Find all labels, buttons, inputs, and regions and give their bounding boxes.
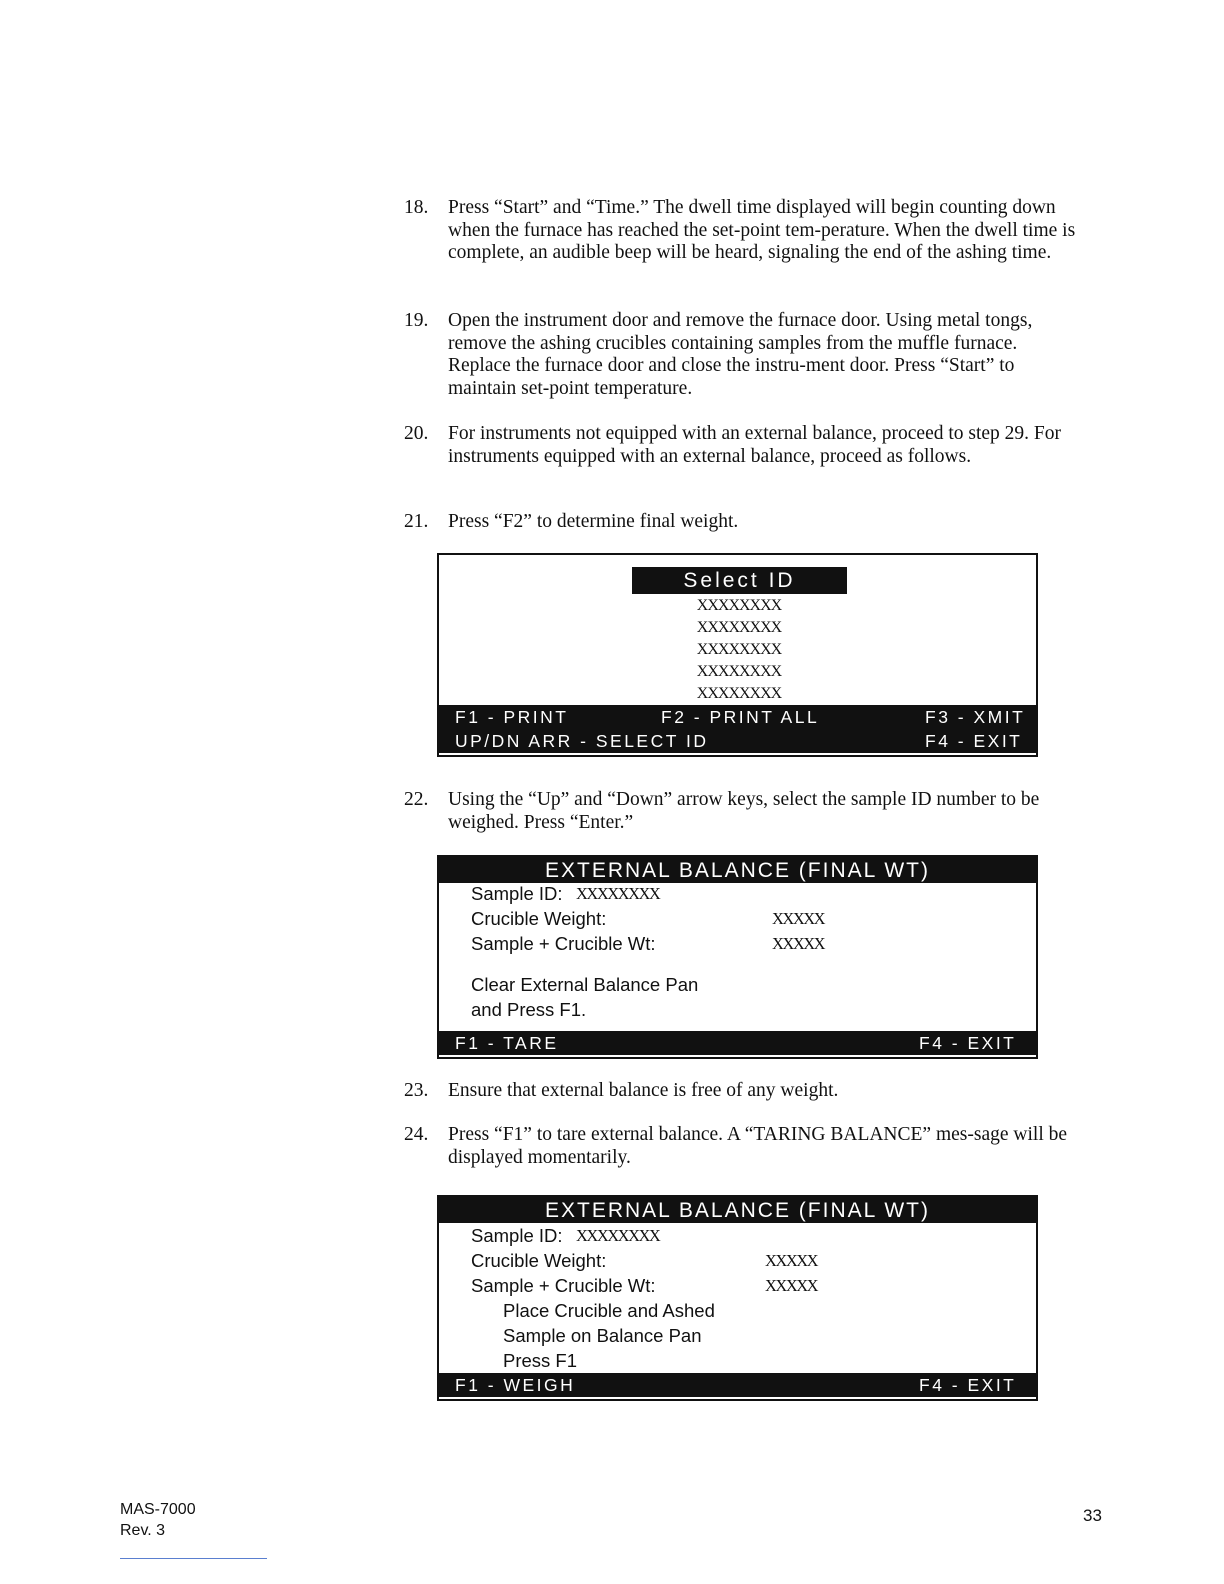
f3-xmit-key[interactable]: F3 - XMIT bbox=[925, 707, 1026, 727]
select-id-screen bbox=[437, 553, 1038, 757]
instruction-line-2: and Press F1. bbox=[471, 999, 587, 1020]
sample-id-item[interactable]: XXXXXXXX bbox=[696, 685, 782, 702]
f1-tare-key[interactable]: F1 - TARE bbox=[455, 1033, 559, 1053]
step-number: 19. bbox=[404, 310, 429, 331]
sample-crucible-value: XXXXX bbox=[765, 1276, 818, 1295]
sample-id-label: Sample ID: bbox=[471, 1225, 563, 1246]
screen-title: EXTERNAL BALANCE (FINAL WT) bbox=[439, 857, 1036, 883]
function-key-bar bbox=[439, 705, 1036, 753]
sample-id-item[interactable]: XXXXXXXX bbox=[696, 663, 782, 680]
f1-weigh-key[interactable]: F1 - WEIGH bbox=[455, 1375, 576, 1395]
instruction-line-1: Clear External Balance Pan bbox=[471, 974, 699, 995]
sample-id-label: Sample ID: bbox=[471, 883, 563, 904]
step-number: 21. bbox=[404, 511, 429, 532]
sample-id-list bbox=[639, 595, 839, 705]
instruction-line-2: Sample on Balance Pan bbox=[503, 1325, 702, 1346]
screen-title: Select ID bbox=[632, 567, 847, 594]
sample-crucible-label: Sample + Crucible Wt: bbox=[471, 1275, 656, 1296]
function-key-bar bbox=[439, 1373, 1036, 1397]
step-number: 18. bbox=[404, 197, 429, 218]
crucible-weight-label: Crucible Weight: bbox=[471, 908, 607, 929]
crucible-weight-value: XXXXX bbox=[765, 1251, 818, 1270]
step-number: 23. bbox=[404, 1080, 429, 1101]
step-text: Ensure that external balance is free of any weight. bbox=[448, 1080, 839, 1101]
step-text: Press “F2” to determine final weight. bbox=[448, 511, 739, 532]
step-number: 22. bbox=[404, 789, 429, 810]
sample-id-item[interactable]: XXXXXXXX bbox=[696, 619, 782, 636]
step-text: Open the instrument door and remove the furnace door. Using metal tongs, remove the ashing crucibles containing samples from the muffle furnace. Replace the furnace door and close the instru-ment door. Press “Start” to maintain set-point temperature. bbox=[448, 310, 1033, 399]
f4-exit-key[interactable]: F4 - EXIT bbox=[919, 1033, 1017, 1053]
instruction-line-3: Press F1 bbox=[503, 1350, 578, 1371]
sample-id-item[interactable]: XXXXXXXX bbox=[696, 597, 782, 614]
f1-print-key[interactable]: F1 - PRINT bbox=[455, 707, 569, 727]
footer-rule bbox=[120, 1558, 267, 1559]
screen-title: EXTERNAL BALANCE (FINAL WT) bbox=[439, 1197, 1036, 1223]
step-number: 24. bbox=[404, 1124, 429, 1145]
footer-model: MAS-7000 bbox=[120, 1501, 196, 1518]
external-balance-weigh-screen bbox=[437, 1195, 1038, 1401]
step-text: Press “Start” and “Time.” The dwell time displayed will begin counting down when the furnace has reached the set-point tem-perature. When the dwell time is complete, an audible beep will be heard, signaling the end of the ashing time. bbox=[448, 197, 1076, 263]
external-balance-tare-screen bbox=[437, 855, 1038, 1059]
crucible-weight-label: Crucible Weight: bbox=[471, 1250, 607, 1271]
f2-print-all-key[interactable]: F2 - PRINT ALL bbox=[661, 707, 820, 727]
updn-select-id-key[interactable]: UP/DN ARR - SELECT ID bbox=[455, 731, 709, 751]
sample-id-item[interactable]: XXXXXXXX bbox=[696, 641, 782, 658]
sample-id-value: XXXXXXXX bbox=[576, 1226, 660, 1245]
f4-exit-key[interactable]: F4 - EXIT bbox=[925, 731, 1023, 751]
page-number: 33 bbox=[1083, 1506, 1102, 1525]
sample-crucible-label: Sample + Crucible Wt: bbox=[471, 933, 656, 954]
step-text: Press “F1” to tare external balance. A “TARING BALANCE” mes-sage will be displayed momentarily. bbox=[448, 1124, 1068, 1168]
function-key-bar bbox=[439, 1031, 1036, 1055]
footer-revision: Rev. 3 bbox=[120, 1522, 166, 1539]
step-number: 20. bbox=[404, 423, 429, 444]
step-text: For instruments not equipped with an external balance, proceed to step 29. For instruments equipped with an external balance, proceed as follows. bbox=[448, 423, 1062, 467]
sample-crucible-value: XXXXX bbox=[772, 934, 825, 953]
sample-id-value: XXXXXXXX bbox=[576, 884, 660, 903]
f4-exit-key[interactable]: F4 - EXIT bbox=[919, 1375, 1017, 1395]
step-text: Using the “Up” and “Down” arrow keys, select the sample ID number to be weighed. Press “Enter.” bbox=[448, 789, 1040, 833]
crucible-weight-value: XXXXX bbox=[772, 909, 825, 928]
instruction-line-1: Place Crucible and Ashed bbox=[503, 1300, 715, 1321]
